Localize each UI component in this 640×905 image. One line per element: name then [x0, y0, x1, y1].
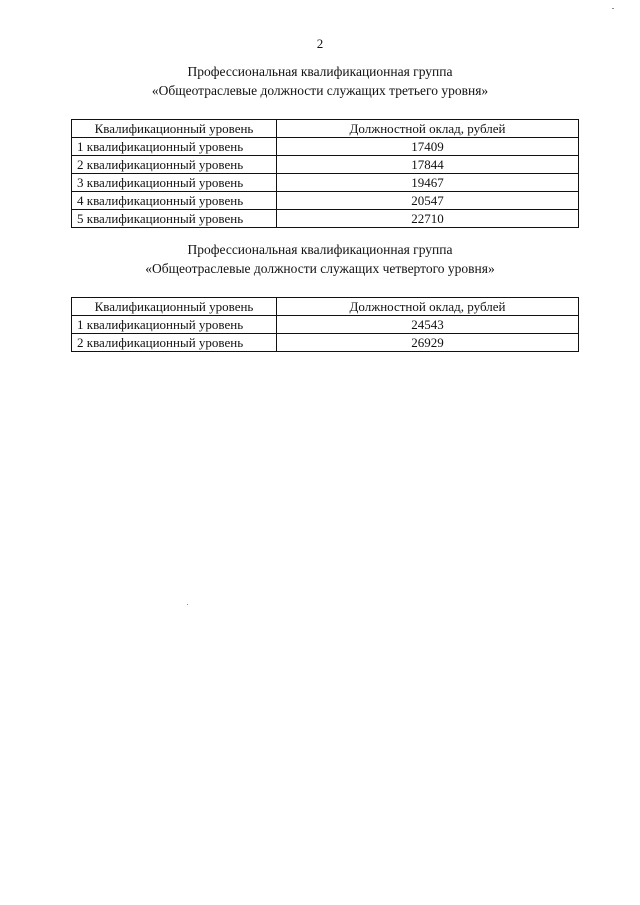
qualification-level-cell: 2 квалификационный уровень [72, 156, 277, 174]
scan-speck [187, 604, 188, 605]
scan-speck [612, 8, 614, 9]
salary-cell: 20547 [277, 192, 579, 210]
section-title-line: Профессиональная квалификационная группа [187, 242, 453, 257]
qualification-level-cell: 1 квалификационный уровень [72, 316, 277, 334]
column-header-level: Квалификационный уровень [72, 298, 277, 316]
table-row [72, 210, 579, 228]
table-header-row [72, 120, 579, 138]
page-number: 2 [316, 36, 324, 51]
salary-table-fourth-level [71, 297, 579, 352]
column-header-salary: Должностной оклад, рублей [277, 120, 579, 138]
table-row [72, 156, 579, 174]
salary-cell: 19467 [277, 174, 579, 192]
column-header-level: Квалификационный уровень [72, 120, 277, 138]
table-header-row [72, 298, 579, 316]
salary-cell: 26929 [277, 334, 579, 352]
qualification-level-cell: 2 квалификационный уровень [72, 334, 277, 352]
salary-cell: 22710 [277, 210, 579, 228]
table-row [72, 174, 579, 192]
table-row [72, 192, 579, 210]
salary-cell: 24543 [277, 316, 579, 334]
table-row [72, 138, 579, 156]
qualification-level-cell: 5 квалификационный уровень [72, 210, 277, 228]
section-subtitle-line: «Общеотраслевые должности служащих третьего уровня» [151, 83, 489, 98]
section-title-third-level [0, 62, 640, 100]
qualification-level-cell: 4 квалификационный уровень [72, 192, 277, 210]
table-row [72, 316, 579, 334]
section-title-line: Профессиональная квалификационная группа [187, 64, 453, 79]
qualification-level-cell: 3 квалификационный уровень [72, 174, 277, 192]
qualification-level-cell: 1 квалификационный уровень [72, 138, 277, 156]
column-header-salary: Должностной оклад, рублей [277, 298, 579, 316]
section-title-fourth-level [0, 240, 640, 278]
salary-cell: 17409 [277, 138, 579, 156]
section-subtitle-line: «Общеотраслевые должности служащих четвертого уровня» [145, 261, 495, 276]
salary-cell: 17844 [277, 156, 579, 174]
salary-table-third-level [71, 119, 579, 228]
table-row [72, 334, 579, 352]
